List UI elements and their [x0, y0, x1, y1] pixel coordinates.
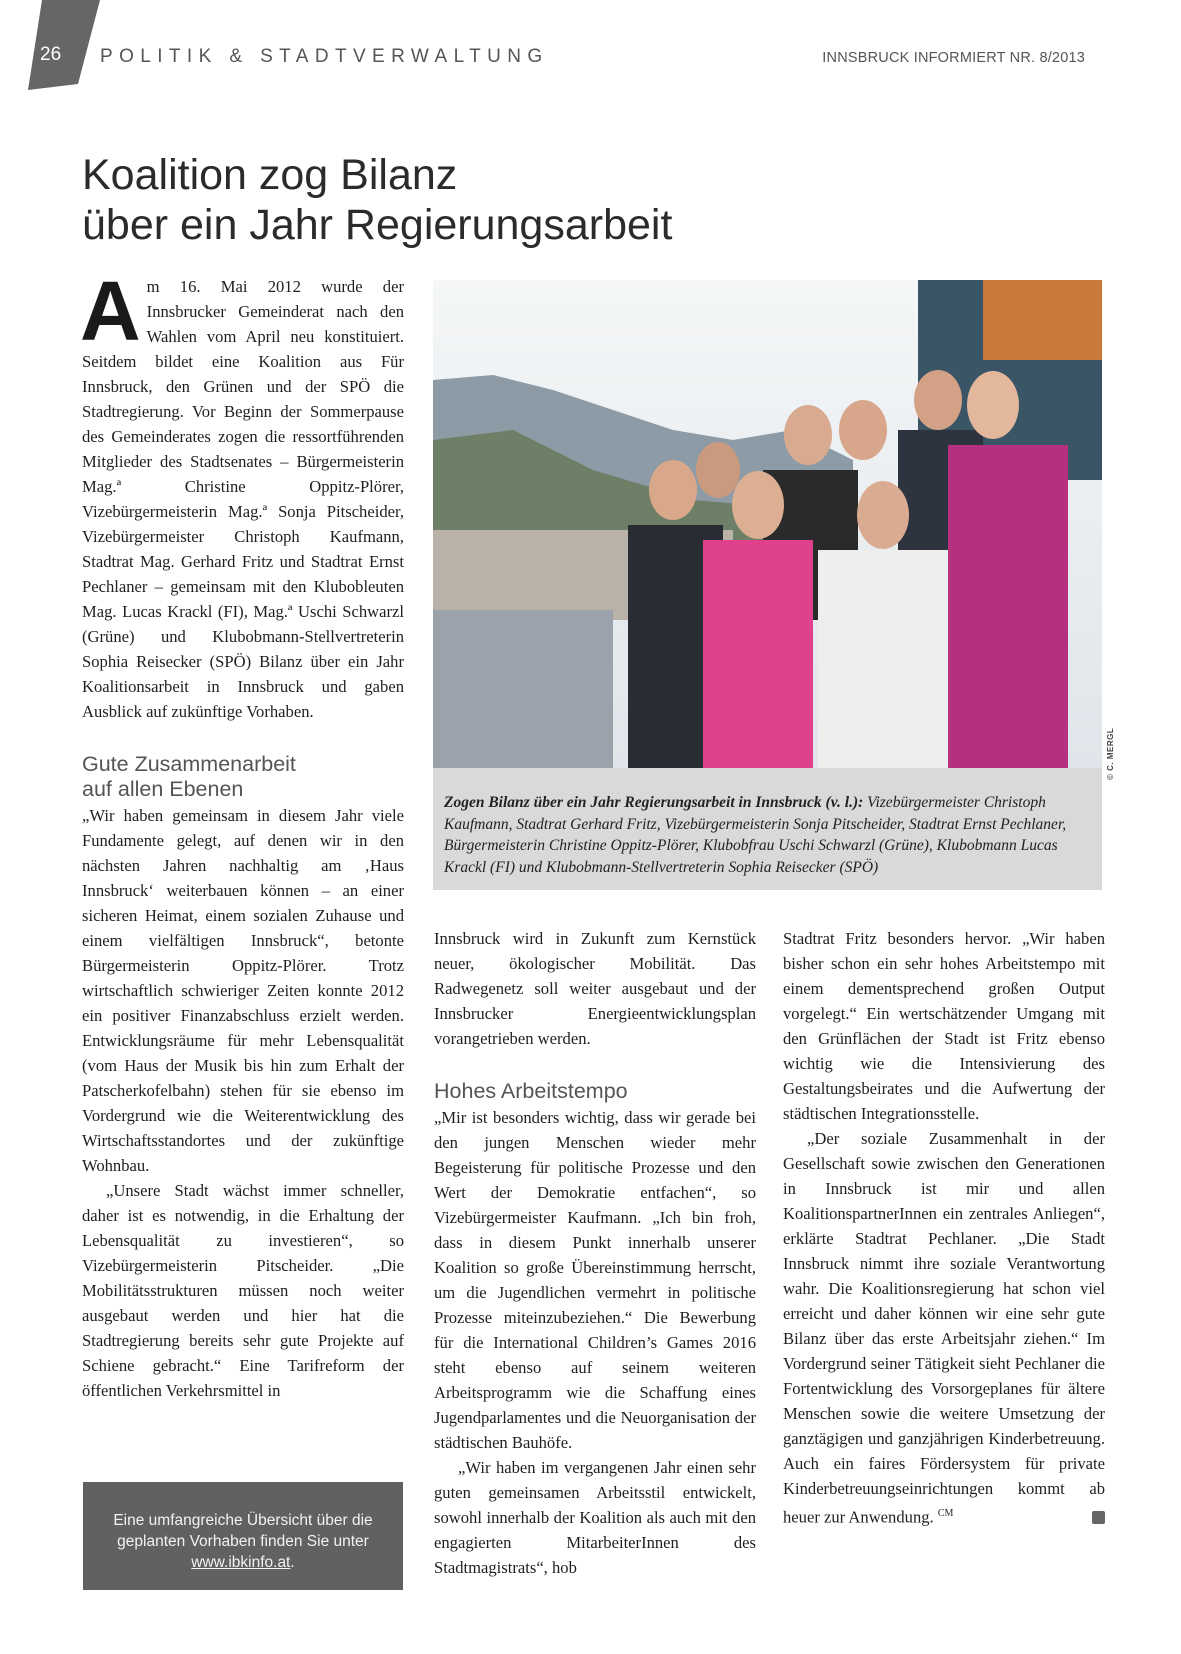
photo-credit: © C. MERGL [1106, 727, 1115, 780]
paragraph: „Der soziale Zusammenhalt in der Gesellschaft sowie zwischen den Generationen in Innsbruck ist mir und allen KoalitionspartnerInnen ein zentrales Anliegen“, erklärte Stadtrat Pechlaner. „Die Stadt Innsbruck nimmt ihre soziale Verantwortung wahr. Die Koalitionsregierung hat schon viel erreicht und daher können wir eine sehr gute Bilanz über das erste Arbeitsjahr ziehen.“ Im Vordergrund seiner Tätigkeit sieht Pechlaner die Fortentwicklung des Vorsorgeplanes für ältere Menschen sowie die weitere Umsetzung der ganztägigen und ganzjährigen Kinderbetreuung. Auch ein faires Fördersystem für private Kinderbetreuungseinrichtungen kommt ab heuer zur Anwendung. $^{CM}$ [783, 1129, 1105, 1527]
photo-illustration [433, 280, 1102, 768]
paragraph: „Wir haben gemeinsam in diesem Jahr viele Fundamente gelegt, auf denen wir in den nächsten Jahren nachhaltig am ‚Haus Innsbruck‘ weiterbauen können – an einer sicheren Heimat, einem sozialen Zuhause und einem vielfältigen Innsbruck“, betonte Bürgermeisterin Oppitz-Plörer. Trotz wirtschaftlich schwieriger Zeiten konnte 2012 ein positiver Finanzabschluss erzielt werden. Entwicklungsräume für mehr Lebensqualität (vom Haus der Musik bis hin zum Erhalt der Patscherkofelbahn) stehen für sie ebenso im Vordergrund wie die Weiterentwicklung des Wirtschaftsstandortes und der zukünftige Wohnbau. [82, 806, 404, 1175]
photo-caption [433, 768, 1102, 890]
article-column-2 [434, 926, 756, 1580]
article-column-1 [80, 264, 404, 1403]
intro-paragraph: Am 16. Mai 2012 wurde der Innsbrucker Gemeinderat nach den Wahlen vom April neu konstituiert. Seitdem bildet eine Koalition aus Für Innsbruck, den Grünen und der SPÖ die Stadtregierung. Vor Beginn der Sommerpause des Gemeinderates zogen die ressortführenden Mitglieder des Stadtsenates – Bürgermeisterin Mag.ª Christine Oppitz-Plörer, Vizebürgermeisterin Mag.ª Sonja Pitscheider, Vizebürgermeister Christoph Kaufmann, Stadtrat Mag. Gerhard Fritz und Stadtrat Ernst Pechlaner – gemeinsam mit den Klubobleuten Mag. Lucas Krackl (FI), Mag.ª Uschi Schwarzl (Grüne) und Klubobmann-Stellvertreterin Sophia Reisecker (SPÖ) Bilanz über ein Jahr Koalitionsarbeit in Innsbruck und gaben Ausblick auf zukünftige Vorhaben. [80, 264, 404, 721]
ibkinfo-link[interactable]: www.ibkinfo.at [191, 1554, 291, 1571]
paragraph: Stadtrat Fritz besonders hervor. „Wir haben bisher schon ein sehr hohes Arbeitstempo mit einem dementsprechend großen Output vorgelegt.“ Ein wertschätzender Umgang mit den Grünflächen der Stadt ist Fritz ebenso wichtig wie die Intensivierung des Gestaltungsbeirates und die Aufwertung der städtischen Integrationsstelle. [783, 929, 1105, 1123]
caption-text: Vizebürgermeister Christoph Kaufmann, Stadtrat Gerhard Fritz, Vizebürgermeisterin Sonja Pitscheider, Stadtrat Ernst Pechlaner, Bürgermeisterin Christine Oppitz-Plörer, Klubobfrau Uschi Schwarzl (Grüne), Klubobmann Lucas Krackl (FI) und Klubobmann-Stellvertreterin Sophia Reisecker (SPÖ) [444, 794, 1067, 876]
paragraph: „Mir ist besonders wichtig, dass wir gerade bei den jungen Menschen wieder mehr Begeisterung für politische Prozesse und den Wert der Demokratie entfachen“, so Vizebürgermeister Kaufmann. „Ich bin froh, dass in diesem Punkt innerhalb unserer Koalition so große Übereinstimmung herrscht, um die Jugendlichen vermehrt in politische Prozesse miteinzubeziehen.“ Die Bewerbung für die International Children’s Games 2016 steht ebenso auf seinem weiteren Arbeitsprogramm wie die Schaffung eines Jugendparlamentes und die Neuorganisation der städtischen Bauhöfe. [434, 1108, 756, 1452]
group-photo [433, 280, 1102, 768]
headline-line-2: über ein Jahr Regierungsarbeit [82, 201, 673, 249]
headline-line-1: Koalition zog Bilanz [82, 151, 458, 199]
end-mark-icon [1092, 1511, 1105, 1524]
caption-lead: Zogen Bilanz über ein Jahr Regierungsarbeit in Innsbruck (v. l.): [444, 794, 864, 811]
drop-cap: A [80, 264, 141, 358]
article-column-3 [783, 926, 1105, 1530]
page-number: 26 [40, 44, 62, 65]
article-headline [82, 150, 672, 250]
info-box: Eine umfangreiche Übersicht über die geplanten Vorhaben finden Sie unter www.ibkinfo.at. [83, 1482, 403, 1590]
paragraph: „Wir haben im vergangenen Jahr einen sehr guten gemeinsamen Arbeitsstil entwickelt, sowohl innerhalb der Koalition als auch mit den engagierten MitarbeiterInnen des Stadtmagistrats“, hob [434, 1458, 756, 1577]
subheading-work-pace: Hohes Arbeitstempo [434, 1079, 628, 1103]
paragraph: „Unsere Stadt wächst immer schneller, daher ist es notwendig, in die Erhaltung der Lebensqualität zu investieren“, so Vizebürgermeisterin Pitscheider. „Die Mobilitätsstrukturen müssen noch weiter ausgebaut werden und hier hat die Stadtregierung bereits sehr gute Projekte auf Schiene gebracht.“ Eine Tarifreform der öffentlichen Verkehrsmittel in [82, 1181, 404, 1400]
section-title: POLITIK & STADTVERWALTUNG [100, 46, 549, 67]
paragraph: Innsbruck wird in Zukunft zum Kernstück neuer, ökologischer Mobilität. Das Radwegenetz soll weiter ausgebaut und der Innsbrucker Energieentwicklungsplan vorangetrieben werden. [434, 929, 756, 1048]
subheading-cooperation: Gute Zusammenarbeit auf allen Ebenen [82, 752, 296, 801]
issue-label: INNSBRUCK INFORMIERT NR. 8/2013 [822, 50, 1085, 66]
author-signature: CM [937, 1508, 954, 1519]
